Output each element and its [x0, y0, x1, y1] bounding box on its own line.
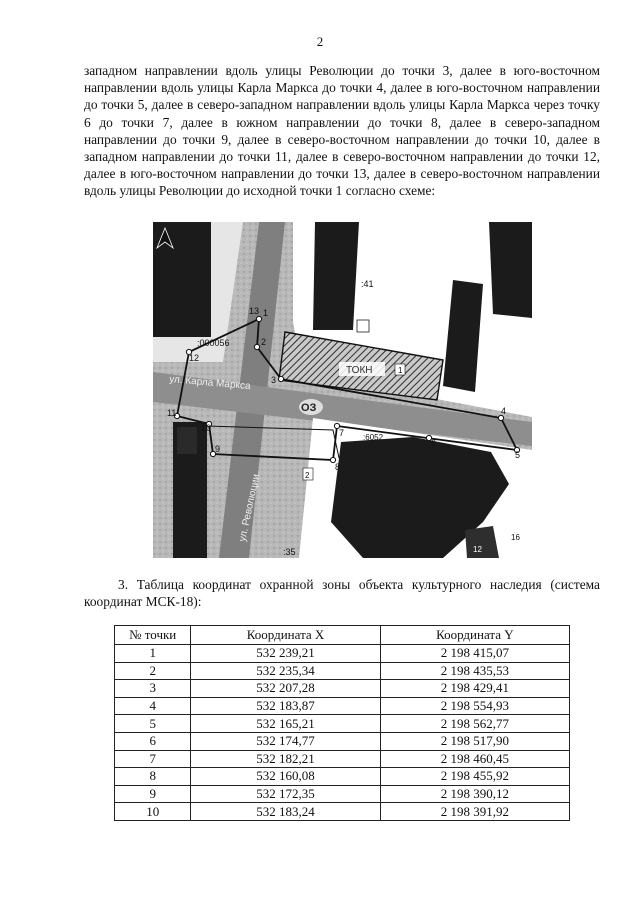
body-paragraph: западном направлении вдоль улицы Революции до точки 3, далее в юго-восточном направлении вдоль улицы Карла Маркса до точки 4, далее в юго-восточном направлении до точки 5, далее в северо-западном направлении вдоль улицы Карла Маркса через точку 6 до точки 7, далее в южном направлении до точки 8, далее в северо-западном направлении до точки 9, далее в северо-восточном направлении до точки 10, далее в западном направлении до точки 11, далее в северо-восточном направлении до точки 12, далее в юго-восточном направлении до точки 13, далее в северо-восточном направлении вдоль улицы Революции до исходной точки 1 согласно схеме:	[84, 63, 600, 199]
table-row	[115, 662, 570, 680]
cell-y: 2 198 460,45	[380, 750, 569, 768]
table-header-row	[115, 626, 570, 645]
point-label-7: 7	[339, 428, 345, 438]
building-north-mid	[313, 222, 359, 330]
coordinates-table	[114, 625, 570, 821]
building-ne-strip	[489, 222, 532, 318]
building-16-label: 16	[511, 533, 520, 542]
cell-y: 2 198 455,92	[380, 768, 569, 786]
cell-x: 532 160,08	[191, 768, 380, 786]
point-label-11: 11	[167, 408, 177, 418]
cell-y: 2 198 517,90	[380, 732, 569, 750]
building-1-label: 1	[398, 366, 403, 375]
parcel-41-label: :41	[361, 279, 374, 289]
point-label-10: 10	[201, 423, 212, 433]
cell-y: 2 198 390,12	[380, 785, 569, 803]
point-label-9: 9	[215, 444, 221, 454]
cell-x: 532 235,34	[191, 662, 380, 680]
cell-x: 532 239,21	[191, 645, 380, 663]
cell-point: 9	[115, 785, 191, 803]
header-coordinate-y: Координата Y	[380, 626, 569, 645]
cell-y: 2 198 391,92	[380, 803, 569, 821]
boundary-point-2	[254, 344, 259, 349]
cell-point: 3	[115, 680, 191, 698]
table-heading: 3. Таблица координат охранной зоны объекта культурного наследия (система координат МСК-18):	[84, 577, 600, 610]
cell-point: 6	[115, 732, 191, 750]
boundary-point-1	[256, 316, 261, 321]
parcel-6052-label: :6052	[363, 433, 384, 442]
table-row	[115, 697, 570, 715]
table-row	[115, 645, 570, 663]
table-row	[115, 715, 570, 733]
point-label-13: 13	[249, 306, 260, 316]
cell-x: 532 207,28	[191, 680, 380, 698]
street-karla-marksa-label: ул. Карла Маркса	[168, 374, 251, 393]
page-number: 2	[316, 34, 324, 49]
point-label-12: 12	[189, 353, 200, 363]
header-coordinate-x: Координата X	[191, 626, 380, 645]
oz-label: ОЗ	[301, 402, 317, 414]
cell-point: 8	[115, 768, 191, 786]
table-row	[115, 680, 570, 698]
parcel-000056-label: :000056	[197, 338, 230, 348]
cell-y: 2 198 415,07	[380, 645, 569, 663]
point-label-2: 2	[261, 337, 267, 347]
point-label-6: 6	[431, 438, 437, 448]
cell-y: 2 198 429,41	[380, 680, 569, 698]
boundary-point-4	[498, 415, 503, 420]
cell-x: 532 182,21	[191, 750, 380, 768]
point-label-1: 1	[263, 308, 269, 318]
point-label-5: 5	[515, 450, 521, 460]
cell-x: 532 183,24	[191, 803, 380, 821]
street-revolyutsii-label: ул. Революции	[237, 473, 263, 543]
parcel-35-label: :35	[283, 547, 296, 557]
cell-x: 532 183,87	[191, 697, 380, 715]
boundary-point-3	[278, 376, 283, 381]
building-west-small	[177, 427, 197, 454]
cell-point: 7	[115, 750, 191, 768]
cell-y: 2 198 562,77	[380, 715, 569, 733]
table-row	[115, 750, 570, 768]
point-label-3: 3	[271, 375, 277, 385]
cell-x: 532 172,35	[191, 785, 380, 803]
building-2-label: 2	[305, 471, 310, 480]
cell-point: 1	[115, 645, 191, 663]
table-row	[115, 803, 570, 821]
building-southeast	[465, 526, 499, 558]
cell-y: 2 198 554,93	[380, 697, 569, 715]
cell-x: 532 165,21	[191, 715, 380, 733]
site-scheme-map	[153, 222, 532, 558]
point-label-4: 4	[501, 406, 507, 416]
table-row	[115, 785, 570, 803]
header-point-number: № точки	[115, 626, 191, 645]
cell-point: 4	[115, 697, 191, 715]
cell-point: 5	[115, 715, 191, 733]
building-12-label: 12	[473, 545, 482, 554]
small-structure	[357, 320, 369, 332]
table-row	[115, 732, 570, 750]
tokn-label: ТОКН	[346, 365, 373, 376]
cell-x: 532 174,77	[191, 732, 380, 750]
table-row	[115, 768, 570, 786]
cell-point: 10	[115, 803, 191, 821]
cell-y: 2 198 435,53	[380, 662, 569, 680]
cell-point: 2	[115, 662, 191, 680]
point-label-8: 8	[335, 462, 341, 472]
